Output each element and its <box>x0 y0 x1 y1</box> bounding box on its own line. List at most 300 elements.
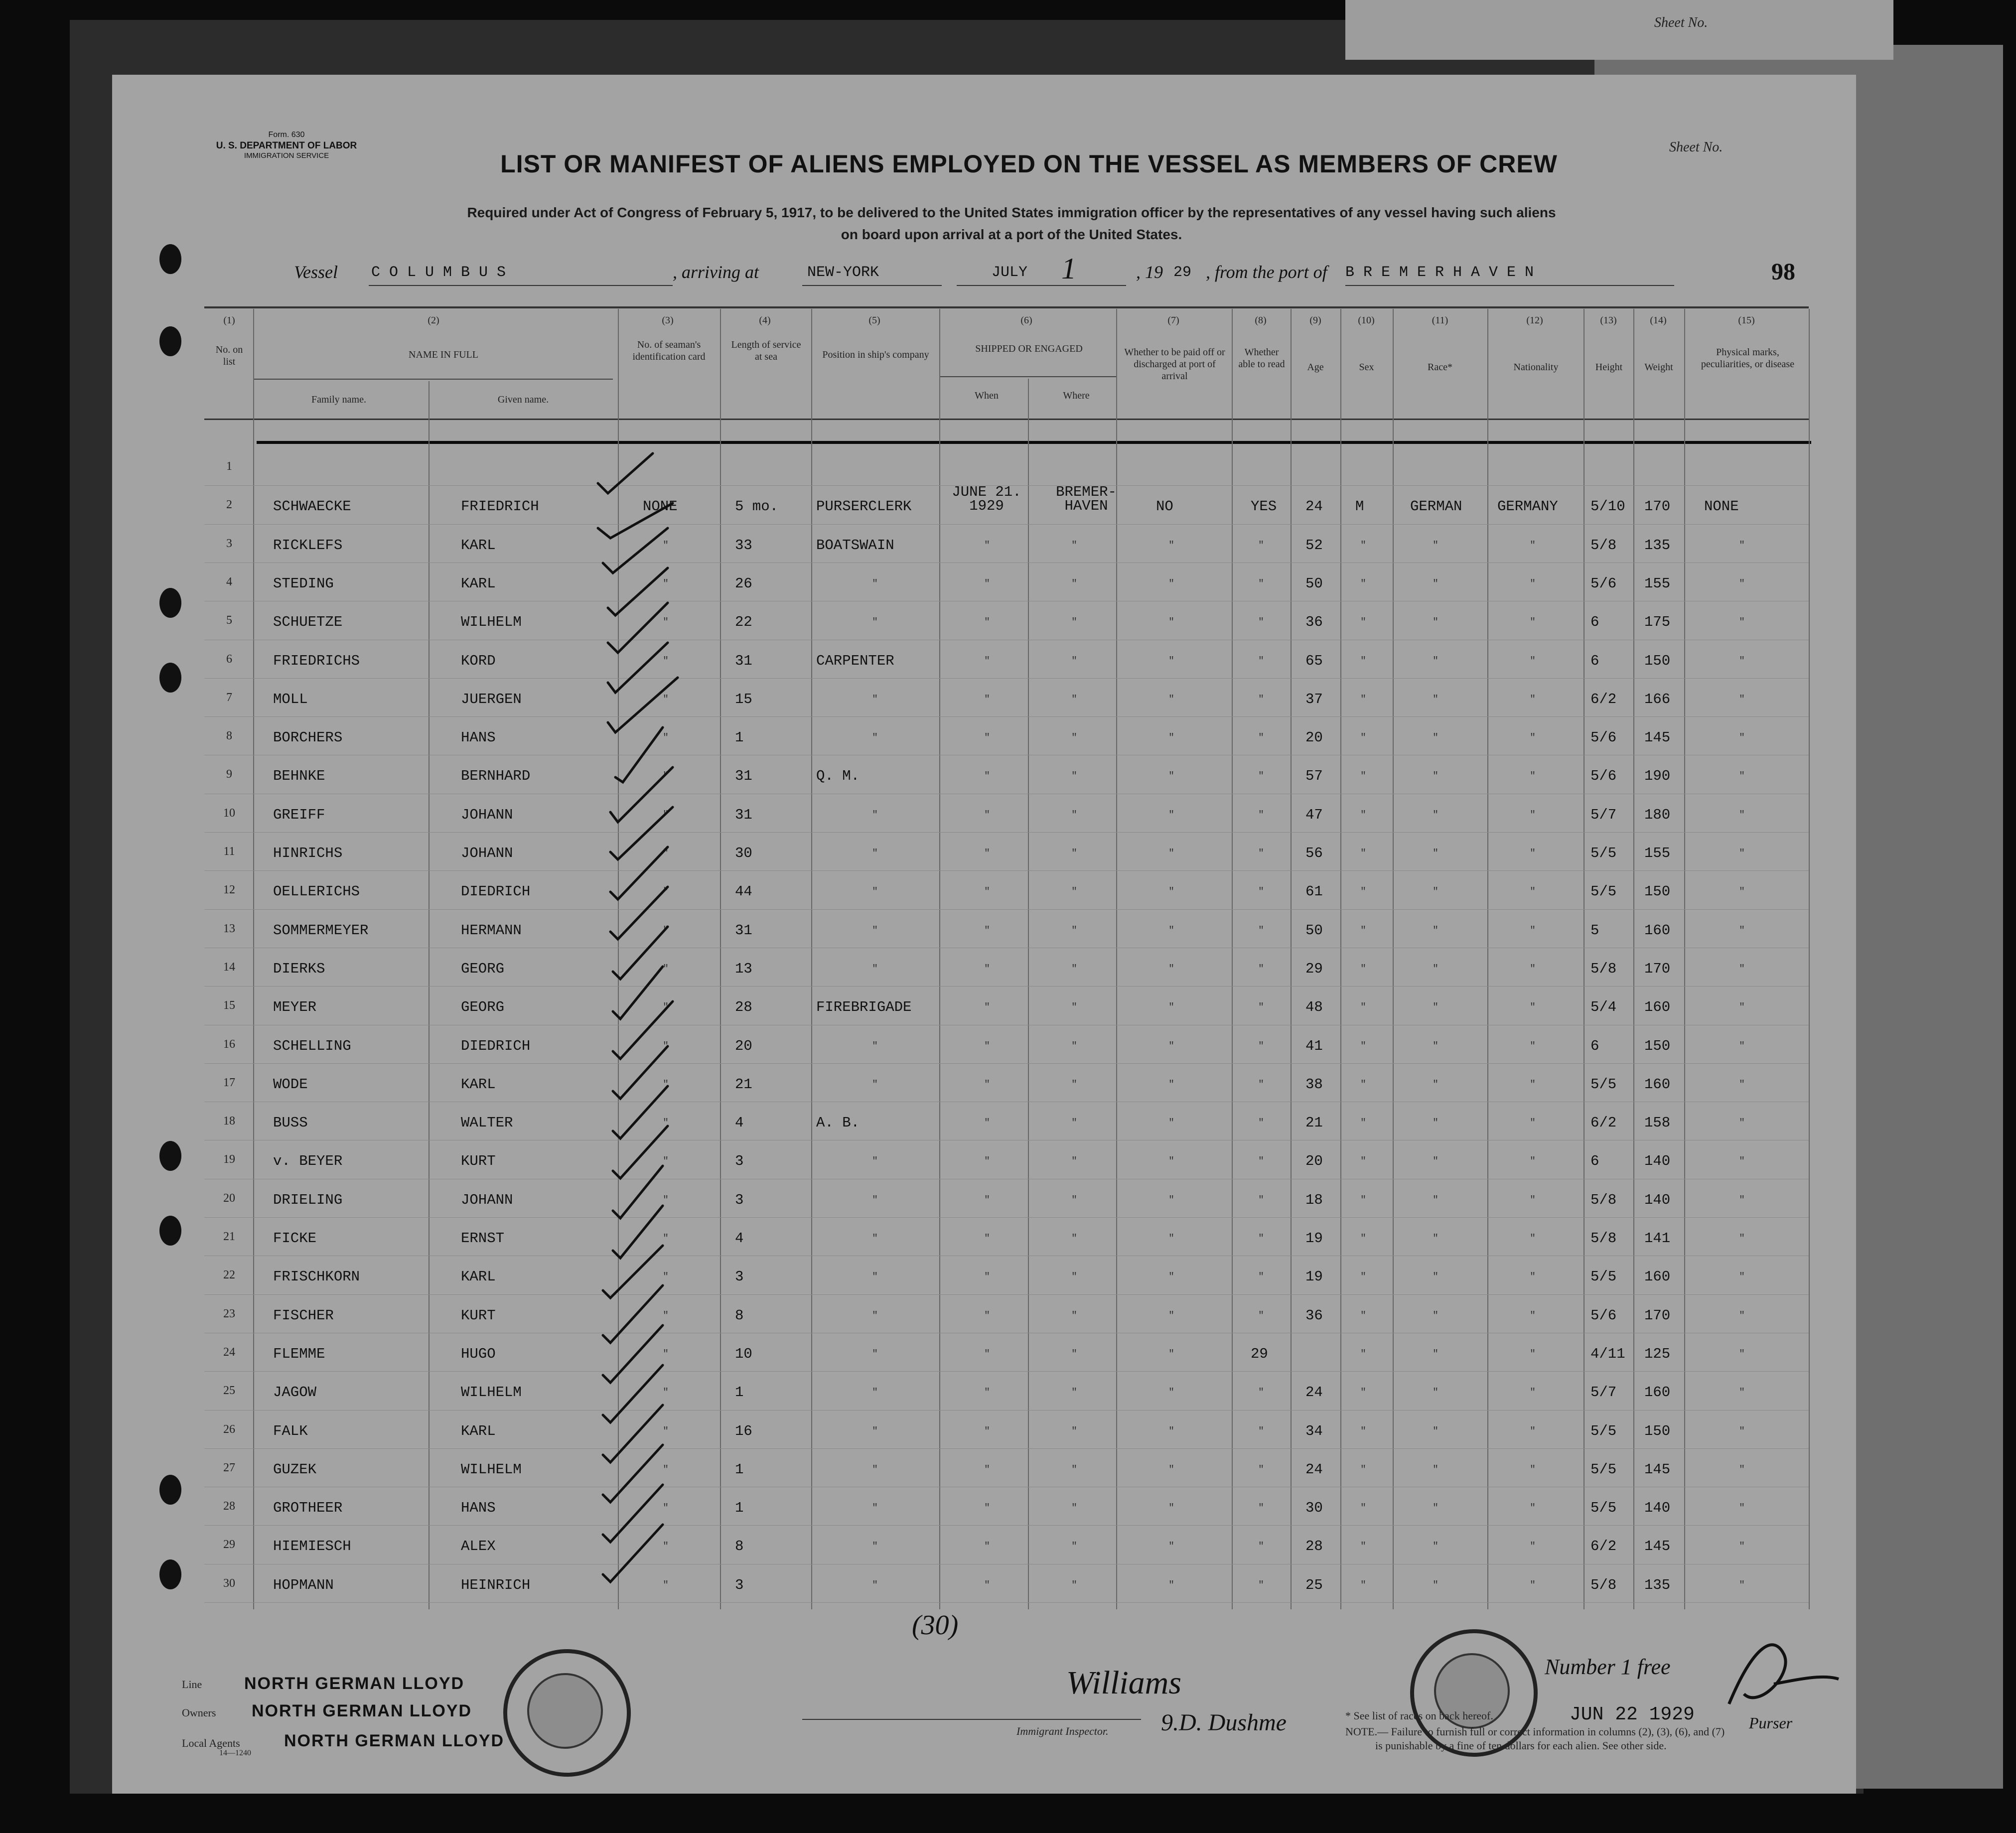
service-name: IMMIGRATION SERVICE <box>244 151 329 160</box>
heavy-rule <box>257 441 1811 444</box>
col-divider <box>1232 309 1233 1609</box>
ditto-mark: " <box>1258 1002 1265 1014</box>
given-name-cell: KURT <box>461 1307 496 1324</box>
date-stamp: JUN 22 1929 <box>1570 1704 1695 1725</box>
ditto-mark: " <box>984 655 991 667</box>
ditto-mark: " <box>1071 886 1078 898</box>
family-name-cell: BEHNKE <box>273 768 325 785</box>
ditto-mark: " <box>1168 1079 1175 1091</box>
arrival-day: 1 <box>1061 252 1076 285</box>
ditto-mark: " <box>1530 1233 1536 1245</box>
ditto-mark: " <box>872 1579 878 1591</box>
ditto-mark: " <box>1739 540 1745 552</box>
ditto-mark: " <box>1258 1579 1265 1591</box>
ditto-mark: " <box>1168 1118 1175 1129</box>
ditto-mark: " <box>1168 1233 1175 1245</box>
age-cell: 24 <box>1305 1461 1323 1478</box>
family-name-cell: HINRICHS <box>273 845 343 861</box>
inspector-line <box>802 1719 1141 1720</box>
ditto-mark: " <box>1071 655 1078 667</box>
ditto-mark: " <box>663 540 669 552</box>
ditto-mark: " <box>1258 1156 1265 1168</box>
punch-hole <box>159 1559 181 1589</box>
col-divider <box>1393 309 1394 1609</box>
family-name-cell: v. BEYER <box>273 1153 343 1170</box>
family-name-cell: BUSS <box>273 1115 308 1131</box>
row-rule <box>204 986 1809 987</box>
ditto-mark: " <box>1530 1425 1536 1437</box>
height-cell: 5/5 <box>1590 845 1617 861</box>
header-age: Age <box>1307 362 1324 373</box>
col-number: (11) <box>1432 315 1448 326</box>
row-number: 15 <box>223 999 235 1012</box>
ditto-mark: " <box>663 1002 669 1014</box>
line-label: Line <box>182 1678 202 1691</box>
ditto-mark: " <box>1071 963 1078 975</box>
ditto-mark: " <box>984 732 991 744</box>
ditto-mark: " <box>1360 1156 1367 1168</box>
family-name-cell: GUZEK <box>273 1461 317 1478</box>
ditto-mark: " <box>1433 1310 1439 1322</box>
col-number: (2) <box>428 315 439 326</box>
port-underline <box>802 285 942 286</box>
ditto-mark: " <box>663 1156 669 1168</box>
given-name-cell: WILHELM <box>461 1461 522 1478</box>
col-divider <box>1633 309 1634 1609</box>
given-name-cell: WILHELM <box>461 1384 522 1401</box>
ditto-mark: " <box>984 617 991 629</box>
given-name-cell: JOHANN <box>461 806 513 823</box>
ditto-mark: " <box>1071 1271 1078 1283</box>
header-weight: Weight <box>1644 362 1673 373</box>
ditto-mark: " <box>872 1541 878 1553</box>
height-cell: 6 <box>1590 614 1599 631</box>
ditto-mark: " <box>1433 655 1439 667</box>
ditto-mark: " <box>984 1271 991 1283</box>
ditto-mark: " <box>1739 1194 1745 1206</box>
row-number: 14 <box>223 960 235 974</box>
given-name-cell: JOHANN <box>461 1191 513 1208</box>
ditto-mark: " <box>1168 925 1175 937</box>
ditto-mark: " <box>1530 617 1536 629</box>
header-position: Position in ship's company <box>822 349 929 360</box>
ditto-mark: " <box>1071 1310 1078 1322</box>
row-number: 5 <box>226 614 232 627</box>
ditto-mark: " <box>872 963 878 975</box>
header-when: When <box>975 390 999 401</box>
ditto-mark: " <box>872 1271 878 1283</box>
ditto-mark: " <box>1530 732 1536 744</box>
age-cell: 25 <box>1305 1576 1323 1593</box>
ditto-mark: " <box>984 963 991 975</box>
height-cell: 5/7 <box>1590 1384 1617 1401</box>
col-number: (4) <box>759 315 771 326</box>
ditto-mark: " <box>1360 694 1367 705</box>
ditto-mark: " <box>872 1079 878 1091</box>
row-rule <box>204 678 1809 679</box>
ditto-mark: " <box>984 1233 991 1245</box>
punch-hole <box>159 1216 181 1246</box>
header-race: Race* <box>1428 362 1452 373</box>
header-where: Where <box>1063 390 1090 401</box>
age-cell: 18 <box>1305 1191 1323 1208</box>
punch-hole <box>159 663 181 693</box>
inspector-initials: 9.D. Dushme <box>1161 1709 1287 1736</box>
ditto-mark: " <box>1258 886 1265 898</box>
family-name-cell: DRIELING <box>273 1191 343 1208</box>
ditto-mark: " <box>1168 1541 1175 1553</box>
age-cell: 56 <box>1305 845 1323 861</box>
given-name-cell: WALTER <box>461 1115 513 1131</box>
top-sheet-edge <box>1345 0 1893 60</box>
age-cell: 24 <box>1305 498 1323 515</box>
ditto-mark: " <box>1168 1425 1175 1437</box>
height-cell: 6/2 <box>1590 1115 1617 1131</box>
given-name-cell: KORD <box>461 652 496 669</box>
ditto-mark: " <box>1071 771 1078 783</box>
weight-cell: 140 <box>1644 1191 1671 1208</box>
row-number: 16 <box>223 1037 235 1051</box>
ditto-mark: " <box>663 655 669 667</box>
ditto-mark: " <box>1433 771 1439 783</box>
ditto-mark: " <box>1433 963 1439 975</box>
table-top-border <box>204 306 1809 308</box>
ditto-mark: " <box>1530 1348 1536 1360</box>
ditto-mark: " <box>1433 732 1439 744</box>
family-name-cell: SOMMERMEYER <box>273 922 369 939</box>
service-length-cell: 33 <box>735 537 752 554</box>
ditto-mark: " <box>1258 578 1265 590</box>
ditto-mark: " <box>1360 1118 1367 1129</box>
ditto-mark: " <box>1433 1464 1439 1476</box>
row-number: 27 <box>223 1461 235 1474</box>
height-cell: 5/5 <box>1590 1461 1617 1478</box>
ditto-mark: " <box>1258 925 1265 937</box>
able-read-cell: 29 <box>1251 1345 1268 1362</box>
family-name-cell: GROTHEER <box>273 1500 343 1517</box>
ditto-mark: " <box>1360 1310 1367 1322</box>
position-cell: FIREBRIGADE <box>816 999 912 1016</box>
agents-label: Local Agents <box>182 1737 240 1749</box>
col-divider <box>1809 309 1810 1609</box>
ditto-mark: " <box>1739 809 1745 821</box>
form-number: Form. 630 <box>268 131 305 139</box>
given-name-cell: WILHELM <box>461 614 522 631</box>
ditto-mark: " <box>1530 578 1536 590</box>
service-length-cell: 3 <box>735 1153 744 1170</box>
ditto-mark: " <box>1739 1464 1745 1476</box>
height-cell: 6/2 <box>1590 1538 1617 1555</box>
age-cell: 57 <box>1305 768 1323 785</box>
ditto-mark: " <box>1360 1503 1367 1515</box>
ditto-mark: " <box>984 771 991 783</box>
age-cell: 36 <box>1305 1307 1323 1324</box>
ditto-mark: " <box>1360 848 1367 859</box>
weight-cell: 145 <box>1644 1538 1671 1555</box>
ditto-mark: " <box>872 1194 878 1206</box>
ditto-mark: " <box>1530 1310 1536 1322</box>
height-cell: 5/8 <box>1590 1576 1617 1593</box>
service-length-cell: 31 <box>735 652 752 669</box>
departure-underline <box>1345 285 1674 286</box>
ditto-mark: " <box>1530 1579 1536 1591</box>
row-number: 21 <box>223 1230 235 1243</box>
height-cell: 5/5 <box>1590 1500 1617 1517</box>
header-length-service: Length of service at sea <box>731 339 801 362</box>
ditto-mark: " <box>1258 694 1265 705</box>
nationality-cell: GERMANY <box>1497 498 1558 515</box>
age-cell: 41 <box>1305 1037 1323 1054</box>
ditto-mark: " <box>1739 925 1745 937</box>
row-rule <box>204 1371 1809 1372</box>
ditto-mark: " <box>663 1579 669 1591</box>
weight-cell: 145 <box>1644 1461 1671 1478</box>
ditto-mark: " <box>984 1040 991 1052</box>
ditto-mark: " <box>1168 694 1175 705</box>
ditto-mark: " <box>1168 1503 1175 1515</box>
height-cell: 6/2 <box>1590 691 1617 707</box>
ditto-mark: " <box>1739 1541 1745 1553</box>
family-name-cell: DIERKS <box>273 960 325 977</box>
height-cell: 5/8 <box>1590 1230 1617 1247</box>
height-cell: 5/5 <box>1590 1269 1617 1285</box>
ditto-mark: " <box>1433 1503 1439 1515</box>
ditto-mark: " <box>1168 771 1175 783</box>
age-cell: 47 <box>1305 806 1323 823</box>
marks-cell: NONE <box>1704 498 1739 515</box>
ditto-mark: " <box>1071 1464 1078 1476</box>
row-number: 8 <box>226 729 232 743</box>
row-rule <box>204 1294 1809 1295</box>
ditto-mark: " <box>1258 1503 1265 1515</box>
age-cell: 29 <box>1305 960 1323 977</box>
ditto-mark: " <box>1071 1233 1078 1245</box>
ditto-mark: " <box>1360 886 1367 898</box>
date-underline <box>957 285 1126 286</box>
ditto-mark: " <box>1530 1271 1536 1283</box>
ditto-mark: " <box>1258 1464 1265 1476</box>
ditto-mark: " <box>984 1425 991 1437</box>
family-name-cell: FRIEDRICHS <box>273 652 360 669</box>
owners-stamp: NORTH GERMAN LLOYD <box>252 1701 472 1720</box>
ditto-mark: " <box>1530 1079 1536 1091</box>
position-cell: CARPENTER <box>816 652 894 669</box>
given-name-cell: ALEX <box>461 1538 496 1555</box>
family-name-cell: SCHELLING <box>273 1037 351 1054</box>
inspector-signature: Williams <box>1066 1665 1182 1701</box>
ditto-mark: " <box>1360 1348 1367 1360</box>
age-cell: 24 <box>1305 1384 1323 1401</box>
given-name-cell: JUERGEN <box>461 691 522 707</box>
ditto-mark: " <box>1168 617 1175 629</box>
row-rule <box>204 832 1809 833</box>
ditto-mark: " <box>1530 1040 1536 1052</box>
row-rule <box>204 870 1809 871</box>
ditto-mark: " <box>1530 1503 1536 1515</box>
ditto-mark: " <box>1530 1194 1536 1206</box>
form-code: 14—1240 <box>219 1749 251 1757</box>
ditto-mark: " <box>1739 617 1745 629</box>
ditto-mark: " <box>1530 694 1536 705</box>
col-number: (10) <box>1358 315 1375 326</box>
weight-cell: 125 <box>1644 1345 1671 1362</box>
line-stamp: NORTH GERMAN LLOYD <box>244 1674 465 1693</box>
row-rule <box>204 1063 1809 1064</box>
ditto-mark: " <box>1071 1040 1078 1052</box>
header-marks: Physical marks, peculiarities, or disease <box>1701 347 1795 370</box>
ditto-mark: " <box>1071 732 1078 744</box>
ditto-mark: " <box>872 1233 878 1245</box>
col-number: (6) <box>1020 315 1032 326</box>
ditto-mark: " <box>663 732 669 744</box>
ditto-mark: " <box>663 1503 669 1515</box>
ditto-mark: " <box>663 1310 669 1322</box>
ditto-mark: " <box>872 1156 878 1168</box>
family-name-cell: HOPMANN <box>273 1576 334 1593</box>
family-name-cell: MOLL <box>273 691 308 707</box>
row-number: 9 <box>226 768 232 781</box>
ditto-mark: " <box>1168 1464 1175 1476</box>
eagle-emblem-icon <box>527 1673 603 1749</box>
service-length-cell: 3 <box>735 1269 744 1285</box>
sheet-no-label-top: Sheet No. <box>1654 15 1708 30</box>
family-name-cell: FICKE <box>273 1230 317 1247</box>
race-cell: GERMAN <box>1410 498 1462 515</box>
col-divider <box>720 309 721 1609</box>
ditto-mark: " <box>1433 1079 1439 1091</box>
ditto-mark: " <box>1360 655 1367 667</box>
ditto-mark: " <box>1433 1233 1439 1245</box>
given-name-cell: HUGO <box>461 1345 496 1362</box>
ditto-mark: " <box>1739 732 1745 744</box>
col-divider <box>939 309 940 1609</box>
given-name-cell: KARL <box>461 1422 496 1439</box>
row-rule <box>204 909 1809 910</box>
service-length-cell: 13 <box>735 960 752 977</box>
ditto-mark: " <box>1739 655 1745 667</box>
ditto-mark: " <box>984 578 991 590</box>
col-number: (15) <box>1738 315 1755 326</box>
ditto-mark: " <box>984 1348 991 1360</box>
row-number: 25 <box>223 1384 235 1398</box>
ditto-mark: " <box>872 1464 878 1476</box>
ditto-mark: " <box>1739 1579 1745 1591</box>
col-number: (1) <box>223 315 235 326</box>
height-cell: 6 <box>1590 652 1599 669</box>
ditto-mark: " <box>1360 1271 1367 1283</box>
row-number: 3 <box>226 537 232 550</box>
family-name-cell: SCHUETZE <box>273 614 343 631</box>
handwritten-note: Number 1 free <box>1545 1655 1671 1679</box>
header-sex: Sex <box>1359 362 1374 373</box>
col-divider <box>1291 309 1292 1609</box>
ditto-mark: " <box>1433 1040 1439 1052</box>
ditto-mark: " <box>1530 1387 1536 1399</box>
header-able-read: Whether able to read <box>1238 347 1285 370</box>
family-name-cell: RICKLEFS <box>273 537 343 554</box>
ditto-mark: " <box>872 848 878 859</box>
ditto-mark: " <box>1168 1310 1175 1322</box>
service-length-cell: 30 <box>735 845 752 861</box>
ditto-mark: " <box>1530 1156 1536 1168</box>
ditto-mark: " <box>984 1079 991 1091</box>
family-name-cell: OELLERICHS <box>273 883 360 900</box>
ditto-mark: " <box>984 540 991 552</box>
ditto-mark: " <box>984 1118 991 1129</box>
ditto-mark: " <box>1168 1271 1175 1283</box>
ditto-mark: " <box>1739 886 1745 898</box>
position-cell: A. B. <box>816 1115 860 1131</box>
ditto-mark: " <box>1739 1310 1745 1322</box>
height-cell: 5/7 <box>1590 806 1617 823</box>
ditto-mark: " <box>1739 1118 1745 1129</box>
family-name-cell: FISCHER <box>273 1307 334 1324</box>
department-name: U. S. DEPARTMENT OF LABOR <box>216 141 357 151</box>
ditto-mark: " <box>1360 617 1367 629</box>
weight-cell: 160 <box>1644 922 1671 939</box>
ditto-mark: " <box>1530 1464 1536 1476</box>
weight-cell: 155 <box>1644 845 1671 861</box>
row-number: 30 <box>223 1576 235 1590</box>
ditto-mark: " <box>1530 540 1536 552</box>
header-no-on-list: No. on list <box>215 344 243 367</box>
ditto-mark: " <box>984 886 991 898</box>
service-length-cell: 15 <box>735 691 752 707</box>
inspector-label: Immigrant Inspector. <box>1016 1725 1109 1737</box>
ditto-mark: " <box>663 1425 669 1437</box>
ditto-mark: " <box>1258 1271 1265 1283</box>
ditto-mark: " <box>1168 1156 1175 1168</box>
row-rule <box>204 524 1809 525</box>
row-rule <box>204 1525 1809 1526</box>
height-cell: 5/6 <box>1590 1307 1617 1324</box>
ditto-mark: " <box>1739 1271 1745 1283</box>
vessel-label: Vessel <box>294 262 338 282</box>
able-read-cell: YES <box>1251 498 1277 515</box>
service-length-cell: 44 <box>735 883 752 900</box>
header-given-name: Given name. <box>497 394 549 405</box>
ditto-mark: " <box>1739 1079 1745 1091</box>
ditto-mark: " <box>663 1233 669 1245</box>
ditto-mark: " <box>1071 1002 1078 1014</box>
footnote-note: NOTE.— Failure to furnish full or correct information in columns (2), (3), (6), and (7) <box>1345 1725 1725 1738</box>
height-cell: 5/8 <box>1590 960 1617 977</box>
ditto-mark: " <box>1258 655 1265 667</box>
ditto-mark: " <box>1168 1194 1175 1206</box>
ditto-mark: " <box>1433 578 1439 590</box>
ditto-mark: " <box>1258 1233 1265 1245</box>
ditto-mark: " <box>1530 655 1536 667</box>
purser-signature-icon <box>1714 1624 1849 1719</box>
row-number: 2 <box>226 498 232 512</box>
ditto-mark: " <box>984 925 991 937</box>
ditto-mark: " <box>1258 1387 1265 1399</box>
ditto-mark: " <box>1071 540 1078 552</box>
ditto-mark: " <box>1258 1425 1265 1437</box>
given-name-cell: HERMANN <box>461 922 522 939</box>
ditto-mark: " <box>1739 963 1745 975</box>
ditto-mark: " <box>1071 809 1078 821</box>
ditto-mark: " <box>1258 540 1265 552</box>
ditto-mark: " <box>663 1271 669 1283</box>
ditto-mark: " <box>1071 578 1078 590</box>
ditto-mark: " <box>1071 1541 1078 1553</box>
service-length-cell: 31 <box>735 806 752 823</box>
given-name-cell: KARL <box>461 1076 496 1093</box>
age-cell: 34 <box>1305 1422 1323 1439</box>
page-title: LIST OR MANIFEST OF ALIENS EMPLOYED ON THE VESSEL AS MEMBERS OF CREW <box>500 150 1558 178</box>
ditto-mark: " <box>1168 655 1175 667</box>
